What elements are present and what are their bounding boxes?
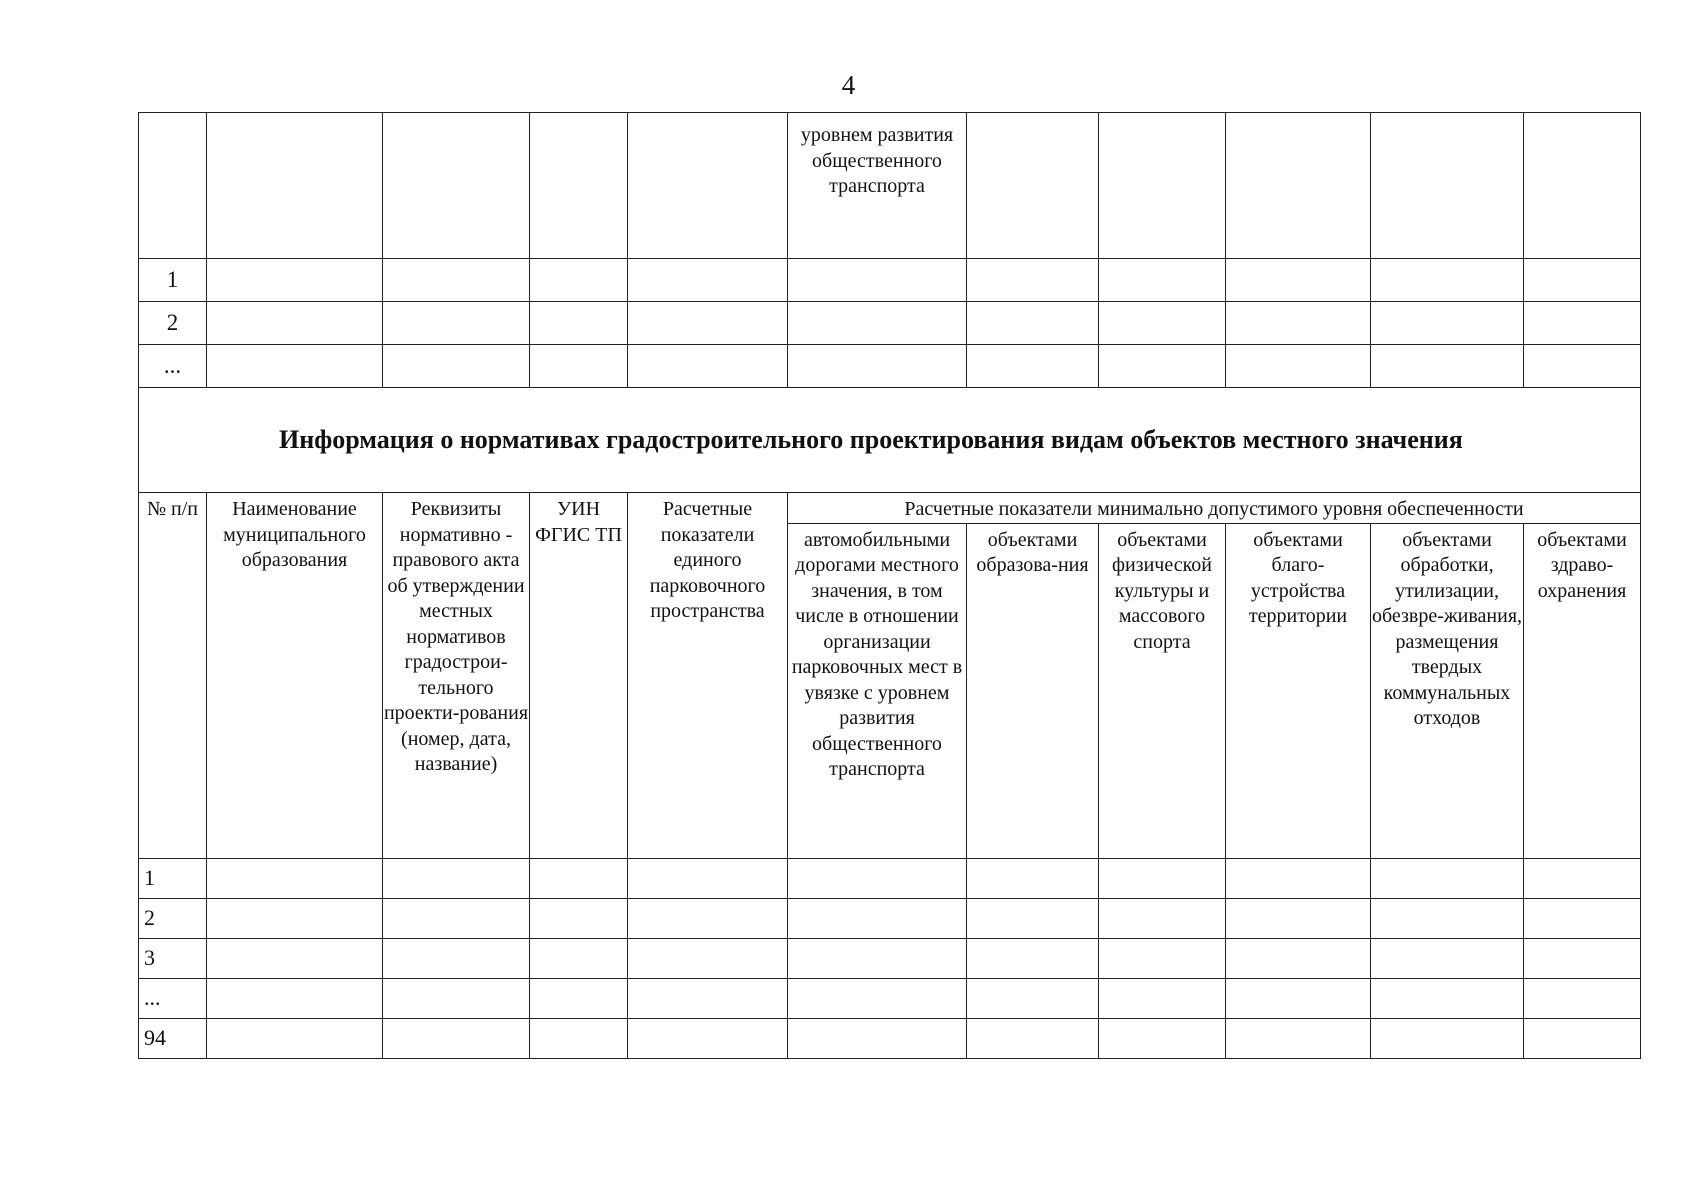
table-row [139,858,1641,898]
row-number: 1 [139,858,207,898]
row-number: ... [139,345,207,388]
header-improvement: объектами благо-устройства территории [1226,523,1371,858]
cell [1226,113,1371,259]
cell [1099,113,1226,259]
cell [1524,113,1641,259]
row-number: 94 [139,1018,207,1058]
cell [1371,113,1524,259]
page-number: 4 [841,70,856,100]
header-row [139,493,1641,524]
row-number: 2 [139,302,207,345]
header-waste: объектами обработки, утилизации, обезвре-живания, размещения твердых коммунальных отходов [1371,523,1524,858]
cell [207,113,383,259]
continuation-text: уровнем развития общественного транспорта [788,113,967,259]
header-sport: объектами физической культуры и массового спорта [1099,523,1226,858]
header-education: объектами образова-ния [967,523,1099,858]
table-row [139,259,1641,302]
cell [628,113,788,259]
row-number: ... [139,978,207,1018]
cell [383,113,530,259]
header-num: № п/п [139,493,207,859]
cell [530,113,628,259]
table-row [139,938,1641,978]
header-parking: Расчетные показатели единого парковочного пространства [628,493,788,859]
table-row [139,302,1641,345]
header-roads: автомобильными дорогами местного значения, в том числе в отношении организации парковочных мест в увязке с уровнем развития общественного транспорта [788,523,967,858]
header-uin: УИН ФГИС ТП [530,493,628,859]
cell [967,113,1099,259]
continuation-row [139,113,1641,259]
table-row [139,1018,1641,1058]
header-municipality: Наименование муниципального образования [207,493,383,859]
section-title-row [139,388,1641,493]
header-act: Реквизиты нормативно - правового акта об утверждении местных нормативов градострои-тельного проекти-рования (номер, дата, название) [383,493,530,859]
row-number: 1 [139,259,207,302]
header-group: Расчетные показатели минимально допустимого уровня обеспеченности [788,493,1641,524]
table-row [139,978,1641,1018]
cell [139,113,207,259]
table-row [139,345,1641,388]
row-number: 2 [139,898,207,938]
normatives-table [138,112,1641,1059]
header-health: объектами здраво-охранения [1524,523,1641,858]
row-number: 3 [139,938,207,978]
section-title: Информация о нормативах градостроительного проектирования видам объектов местного значения [139,388,1641,493]
table-row [139,898,1641,938]
